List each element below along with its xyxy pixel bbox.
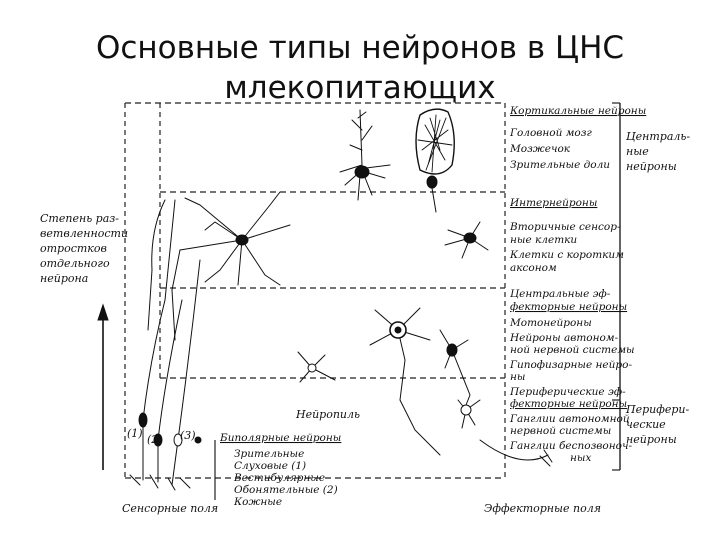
interneuron-item: аксоном: [510, 262, 557, 274]
marker-3: (3): [180, 429, 196, 442]
bipolar-neurons: [130, 200, 201, 490]
bipolar-item: Кожные: [234, 496, 283, 508]
effector-header: фекторные нейроны: [510, 301, 628, 313]
central-neurons-label: ные: [626, 145, 649, 158]
bipolar-header: Биполярные нейроны: [220, 432, 342, 444]
left-axis-line: ветвленности: [40, 227, 129, 240]
interneuron-item: Вторичные сенсор-: [510, 221, 621, 233]
interneuron-item: ные клетки: [510, 234, 578, 246]
marker-2: (2): [147, 433, 163, 446]
peripheral-neurons-label: Перифери-: [626, 403, 690, 416]
left-axis-line: отростков: [40, 242, 107, 255]
interneuron-item: Клетки с коротким: [510, 249, 624, 261]
effector-item: ной нервной системы: [510, 344, 635, 356]
peripheral-header: Периферические эф-: [510, 386, 626, 398]
left-axis-line: отдельного: [40, 257, 110, 270]
bipolar-item: Зрительные: [234, 448, 305, 460]
autonomic-neuron: [440, 330, 470, 405]
central-neurons-label: нейроны: [626, 160, 677, 173]
sensory-fields-label: Сенсорные поля: [122, 502, 219, 515]
title-line-2: млекопитающих: [224, 70, 496, 106]
bipolar-item: Слуховые (1): [234, 460, 307, 472]
pyramidal-neuron: [340, 110, 390, 200]
effector-item: Нейроны автоном-: [510, 332, 619, 344]
effector-item: Гипофизарные нейро-: [510, 359, 632, 371]
effector-item: Мотонейроны: [510, 317, 592, 329]
neuropil-neuron: [298, 352, 335, 382]
neuropil-label: Нейропиль: [296, 408, 361, 421]
cortical-item: Головной мозг: [510, 127, 592, 139]
interneurons-header: Интернейроны: [510, 197, 598, 209]
cortical-item: Мозжечок: [510, 143, 571, 155]
peripheral-item: Ганглии автономной: [510, 413, 630, 425]
left-axis-line: Степень раз-: [40, 212, 119, 225]
peripheral-header: фекторные нейроны: [510, 398, 628, 410]
title-line-1: Основные типы нейронов в ЦНС: [95, 30, 625, 66]
peripheral-item: Ганглии беспозвоноч-: [510, 440, 633, 452]
effector-header: Центральные эф-: [510, 288, 611, 300]
central-neurons-label: Централь-: [626, 130, 691, 143]
multipolar-neuron-large: [148, 192, 290, 340]
branching-degree-label: [40, 212, 132, 285]
motoneuron: [370, 308, 440, 455]
cortical-item: Зрительные доли: [510, 159, 611, 171]
bipolar-item: Обонятельные (2): [234, 484, 338, 496]
bipolar-item: Вестибулярные: [234, 472, 326, 484]
peripheral-item: ных: [570, 452, 592, 464]
cerebellar-neuron: [416, 109, 454, 212]
peripheral-neurons-label: нейроны: [626, 433, 677, 446]
effector-fields-label: Эффекторные поля: [484, 502, 602, 515]
peripheral-item: нервной системы: [510, 425, 612, 437]
effector-item: ны: [510, 371, 526, 383]
peripheral-neurons-label: ческие: [626, 418, 666, 431]
branching-arrow: [98, 305, 108, 470]
marker-1: (1): [127, 427, 143, 440]
left-axis-line: нейрона: [40, 272, 89, 285]
interneuron: [445, 222, 488, 258]
cortical-header: Кортикальные нейроны: [510, 105, 647, 117]
